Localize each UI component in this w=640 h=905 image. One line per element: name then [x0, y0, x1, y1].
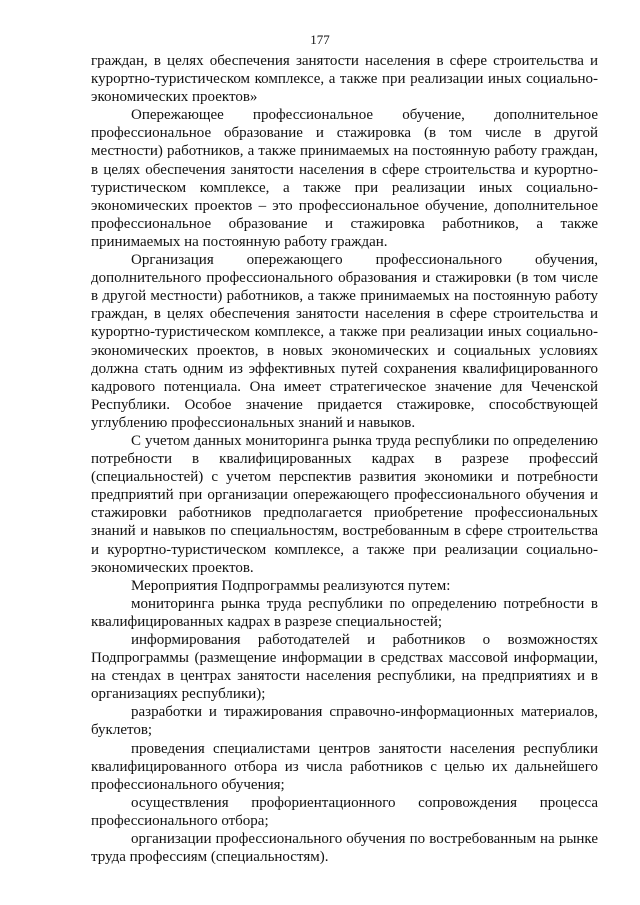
paragraph-measures-intro: Мероприятия Подпрограммы реализуются путем: — [131, 577, 451, 594]
list-item-monitoring: мониторинга рынка труда республики по определению потребности в квалифицированных кадрах в разрезе специальностей; — [91, 595, 598, 630]
list-item-selection: проведения специалистами центров занятости населения республики квалифицированного отбора из числа работников с целью их дальнейшего профессионального обучения; — [91, 740, 598, 793]
paragraph-continuation: граждан, в целях обеспечения занятости населения в сфере строительства и курортно-туристическом комплексе, а также при реализации иных социально-экономических проектов» — [91, 53, 598, 106]
paragraph-organization: Организация опережающего профессионального обучения, дополнительного профессионального образования и стажировки (в том числе в другой местности) работников, а также принимаемых на постоянную работу граждан, в целях обеспечения занятости населения в сфере строительства и курортно-туристическом комплексе, а также при реализации иных социально-экономических проектов, в новых экономических и социальных условиях должна стать одним из эффективных путей сохранения квалифицированного кадрового потенциала. Она имеет стратегическое значение для Чеченской Республики. Особое значение придается стажировке, способствующей углублению профессиональных знаний и навыков. — [91, 252, 598, 431]
list-item-materials: разработки и тиражирования справочно-информационных материалов, буклетов; — [91, 704, 598, 739]
list-item-guidance: осуществления профориентационного сопровождения процесса профессионального отбора; — [91, 794, 598, 829]
page-number: 177 — [310, 32, 330, 47]
document-body — [91, 52, 598, 866]
paragraph-monitoring: С учетом данных мониторинга рынка труда республики по определению потребности в квалифицированных кадрах в разрезе профессий (специальностей) с учетом перспектив развития экономики и потребности предприятий при организации опережающего профессионального обучения и стажировки работников предполагается приобретение профессиональных знаний и навыков по специальностям, востребованным в сфере строительства и курортно-туристическом комплексе, а также при реализации социально-экономических проектов. — [91, 432, 598, 576]
list-item-informing: информирования работодателей и работников о возможностях Подпрограммы (размещение информации в средствах массовой информации, на стендах в центрах занятости населения республики, на предприятиях и в организациях республики); — [91, 632, 598, 703]
paragraph-definition: Опережающее профессиональное обучение, дополнительное профессиональное образование и стажировка (в том числе в другой местности) работников, а также принимаемых на постоянную работу граждан, в целях обеспечения занятости населения в сфере строительства и курортно-туристическом комплексе, а также при реализации иных социально-экономических проектов – это профессиональное обучение, дополнительное профессиональное образование и стажировка работников, а также принимаемых на постоянную работу граждан. — [91, 107, 598, 250]
list-item-training: организации профессионального обучения по востребованным на рынке труда профессиям (специальностям). — [91, 831, 598, 866]
